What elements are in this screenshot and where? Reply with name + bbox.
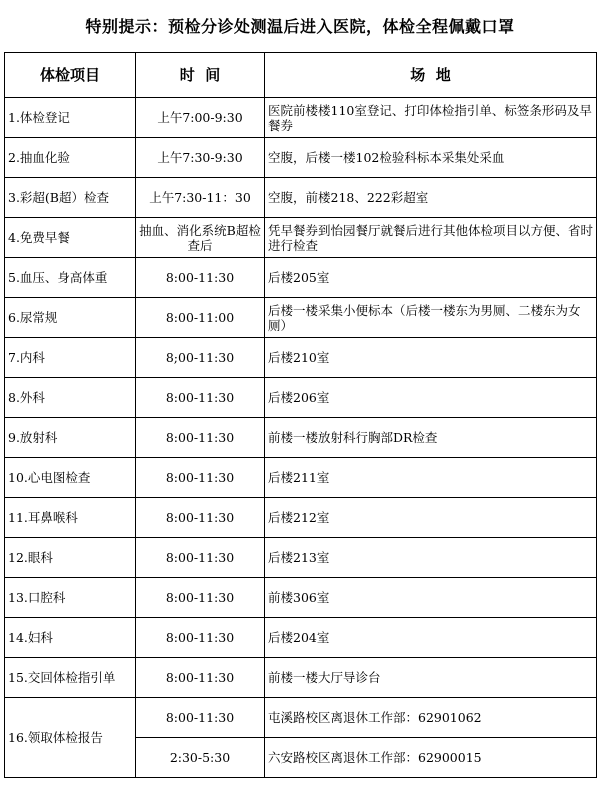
time-cell: 8:00-11:30 xyxy=(136,538,265,578)
item-cell: 5.血压、身高体重 xyxy=(5,258,136,298)
table-row xyxy=(5,578,597,618)
item-cell: 3.彩超(B超）检查 xyxy=(5,178,136,218)
time-cell: 抽血、消化系统B超检查后 xyxy=(136,218,265,258)
item-cell: 14.妇科 xyxy=(5,618,136,658)
table-row xyxy=(5,378,597,418)
item-cell: 7.内科 xyxy=(5,338,136,378)
item-cell: 10.心电图检查 xyxy=(5,458,136,498)
item-cell: 15.交回体检指引单 xyxy=(5,658,136,698)
notice-title: 特别提示：预检分诊处测温后进入医院，体检全程佩戴口罩 xyxy=(85,17,515,36)
header-place: 场 地 xyxy=(265,53,597,98)
item-cell: 12.眼科 xyxy=(5,538,136,578)
place-cell: 前楼306室 xyxy=(265,578,597,618)
table-row xyxy=(5,138,597,178)
time-cell: 8:00-11:30 xyxy=(136,658,265,698)
table-row xyxy=(5,658,597,698)
place-cell: 医院前楼楼110室登记、打印体检指引单、标签条形码及早餐券 xyxy=(265,98,597,138)
table-row xyxy=(5,298,597,338)
place-cell: 后楼206室 xyxy=(265,378,597,418)
table-row xyxy=(5,538,597,578)
table-row xyxy=(5,418,597,458)
place-cell: 后楼213室 xyxy=(265,538,597,578)
time-cell: 上午7:30-11：30 xyxy=(136,178,265,218)
place-cell: 后楼211室 xyxy=(265,458,597,498)
time-cell: 8:00-11:30 xyxy=(136,698,265,738)
table-row xyxy=(5,458,597,498)
place-cell: 后楼205室 xyxy=(265,258,597,298)
header-item: 体检项目 xyxy=(5,53,136,98)
item-cell: 16.领取体检报告 xyxy=(5,698,136,778)
time-cell: 8:00-11:30 xyxy=(136,458,265,498)
table-row xyxy=(5,498,597,538)
time-cell: 8:00-11:30 xyxy=(136,498,265,538)
place-cell: 空腹，前楼218、222彩超室 xyxy=(265,178,597,218)
place-cell: 屯溪路校区离退休工作部：62901062 xyxy=(265,698,597,738)
place-cell: 后楼204室 xyxy=(265,618,597,658)
time-cell: 上午7:30-9:30 xyxy=(136,138,265,178)
item-cell: 2.抽血化验 xyxy=(5,138,136,178)
time-cell: 8:00-11:30 xyxy=(136,618,265,658)
item-cell: 8.外科 xyxy=(5,378,136,418)
item-cell: 13.口腔科 xyxy=(5,578,136,618)
table-row-16a xyxy=(5,698,597,738)
item-cell: 6.尿常规 xyxy=(5,298,136,338)
item-cell: 11.耳鼻喉科 xyxy=(5,498,136,538)
table-row xyxy=(5,98,597,138)
time-cell: 8;00-11:30 xyxy=(136,338,265,378)
place-cell: 后楼210室 xyxy=(265,338,597,378)
time-cell: 8:00-11:30 xyxy=(136,378,265,418)
checkup-schedule-table xyxy=(4,52,597,778)
place-cell: 后楼一楼采集小便标本（后楼一楼东为男厕、二楼东为女厕） xyxy=(265,298,597,338)
time-cell: 8:00-11:30 xyxy=(136,258,265,298)
time-cell: 8:00-11:30 xyxy=(136,418,265,458)
place-cell: 凭早餐券到怡园餐厅就餐后进行其他体检项目以方便、省时进行检查 xyxy=(265,218,597,258)
item-cell: 4.免费早餐 xyxy=(5,218,136,258)
table-row xyxy=(5,338,597,378)
place-cell: 空腹，后楼一楼102检验科标本采集处采血 xyxy=(265,138,597,178)
header-time: 时 间 xyxy=(136,53,265,98)
time-cell: 8:00-11:30 xyxy=(136,578,265,618)
header-row xyxy=(5,53,597,98)
time-cell: 2:30-5:30 xyxy=(136,738,265,778)
table-row xyxy=(5,618,597,658)
place-cell: 前楼一楼放射科行胸部DR检查 xyxy=(265,418,597,458)
table-body xyxy=(5,98,597,778)
place-cell: 六安路校区离退休工作部：62900015 xyxy=(265,738,597,778)
place-cell: 后楼212室 xyxy=(265,498,597,538)
table-row xyxy=(5,258,597,298)
table-row xyxy=(5,178,597,218)
item-cell: 1.体检登记 xyxy=(5,98,136,138)
table-row xyxy=(5,218,597,258)
item-cell: 9.放射科 xyxy=(5,418,136,458)
time-cell: 8:00-11:00 xyxy=(136,298,265,338)
place-cell: 前楼一楼大厅导诊台 xyxy=(265,658,597,698)
time-cell: 上午7:00-9:30 xyxy=(136,98,265,138)
